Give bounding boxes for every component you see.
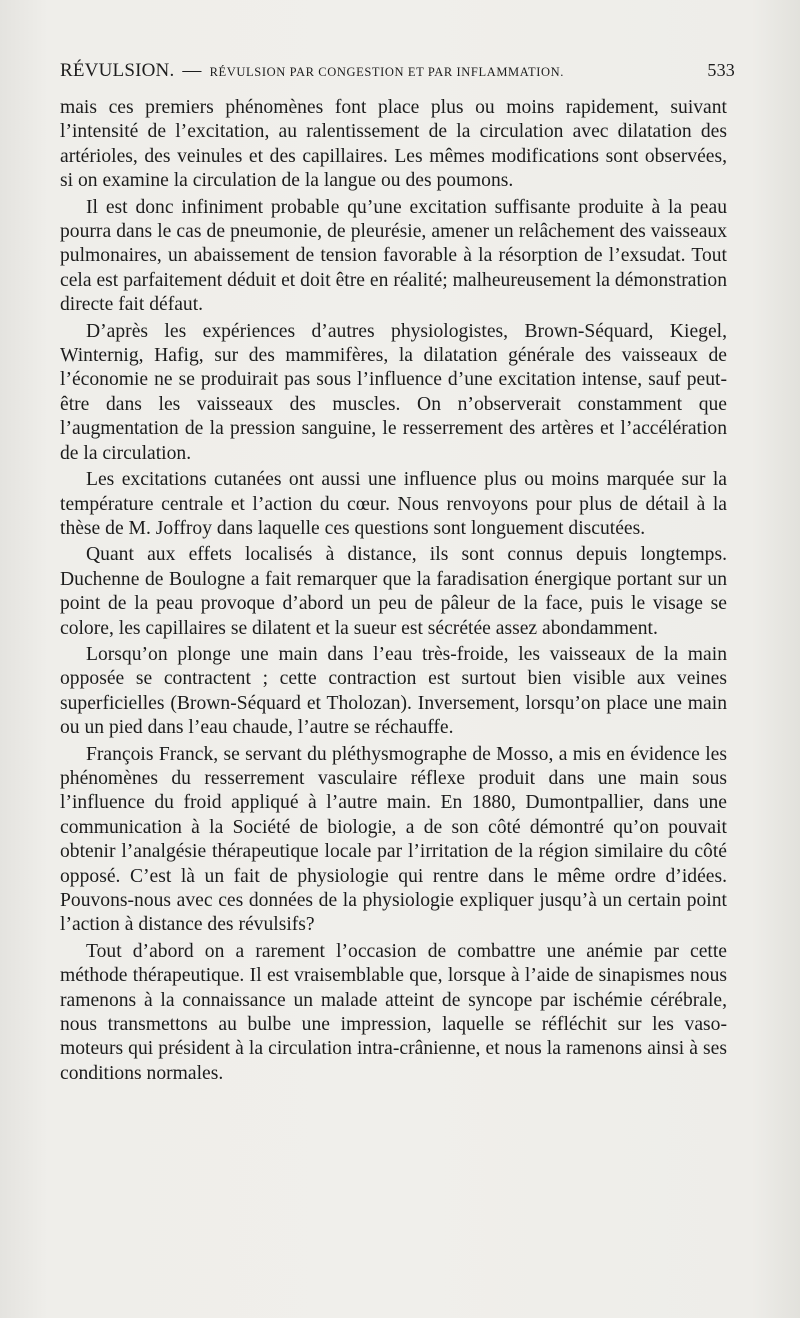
paragraph: Lorsqu’on plonge une main dans l’eau très-froide, les vaisseaux de la main opposée se contractent ; cette contraction est surtout bien visible aux veines superficielles (Brown-Séquard et Tholozan). Inversement, lorsqu’on place une main ou un pied dans l’eau chaude, l’autre se réchauffe. <box>60 643 727 739</box>
paragraph: D’après les expériences d’autres physiologistes, Brown-Séquard, Kiegel, Winternig, Hafig, sur des mammifères, la dilatation générale des vaisseaux de l’économie ne se produirait pas sous l’influence d’une excitation intense, sauf peut-être dans les vaisseaux des muscles. On n’observerait constamment que l’augmentation de la pression sanguine, le resserrement des artères et l’accélération de la circulation. <box>60 320 727 464</box>
paragraph: Tout d’abord on a rarement l’occasion de combattre une anémie par cette méthode thérapeutique. Il est vraisemblable que, lorsque à l’aide de sinapismes nous ramenons à la connaissance un malade atteint de syncope par ischémie cérébrale, nous transmettons au bulbe une impression, laquelle se réfléchit sur les vaso-moteurs qui président à la circulation intra-crânienne, et nous la ramenons ainsi à ses conditions normales. <box>60 940 727 1084</box>
paragraph: Les excitations cutanées ont aussi une influence plus ou moins marquée sur la température centrale et l’action du cœur. Nous renvoyons pour plus de détail à la thèse de M. Joffroy dans laquelle ces questions sont longuement discutées. <box>60 469 727 539</box>
paragraph-continued: mais ces premiers phénomènes font place plus ou moins rapidement, suivant l’intensité de l’excitation, au ralentissement de la circulation avec dilatation des artérioles, des veinules et des capillaires. Les mêmes modifications sont observées, si on examine la circulation de la langue ou des poumons. <box>60 97 727 192</box>
chapter-title: RÉVULSION. <box>60 60 175 81</box>
paragraph: Quant aux effets localisés à distance, ils sont connus depuis longtemps. Duchenne de Boulogne a fait remarquer que la faradisation énergique portant sur un point de la peau provoque d’abord un peu de pâleur de la face, puis le visage se colore, les capillaires se dilatent et la sueur est sécrétée assez abondamment. <box>60 544 727 639</box>
page-number: 533 <box>707 60 735 80</box>
section-subtitle: RÉVULSION PAR CONGESTION ET PAR INFLAMMATION. <box>209 65 564 79</box>
paragraph: François Franck, se servant du pléthysmographe de Mosso, a mis en évidence les phénomènes du resserrement vasculaire réflexe produit dans une main sous l’influence du froid appliqué à l’autre main. En 1880, Dumontpallier, dans une communication à la Société de biologie, a de son côté démontré qu’on pouvait obtenir l’analgésie thérapeutique locale par l’irritation de la région similaire du côté opposé. C’est là un fait de physiologie qui rentre dans le même ordre d’idées. Pouvons-nous avec ces données de la physiologie expliquer jusqu’à un certain point l’action à distance des révulsifs? <box>60 743 727 936</box>
body-text <box>60 96 727 1088</box>
running-header <box>60 60 735 82</box>
paragraph: Il est donc infiniment probable qu’une excitation suffisante produite à la peau pourra dans le cas de pneumonie, de pleurésie, amener un relâchement des vaisseaux pulmonaires, un abaissement de tension favorable à la résorption de l’exsudat. Tout cela est parfaitement déduit et doit être en réalité; malheureusement la démonstration directe fait défaut. <box>60 196 727 316</box>
header-separator: — <box>182 60 202 81</box>
running-header-title <box>60 60 564 82</box>
